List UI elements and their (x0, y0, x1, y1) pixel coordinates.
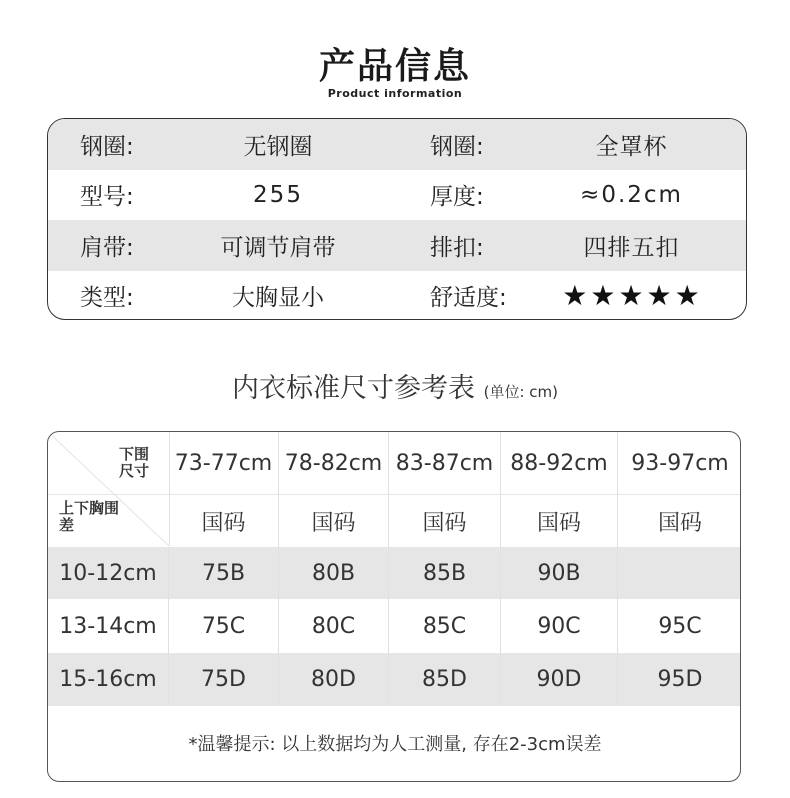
info-row-1 (48, 119, 746, 170)
size-cell: 75C (169, 599, 279, 653)
row-header: 10-12cm (48, 547, 169, 599)
row-header: 15-16cm (48, 653, 169, 706)
page-title: 产品信息 (318, 46, 471, 87)
corner-label-bust-diff: 上下胸围差 (59, 499, 120, 534)
info-label: 钢圈: (430, 133, 484, 160)
corner-label-underbust: 下围尺寸 (119, 445, 150, 480)
size-chart-table (47, 431, 741, 782)
info-row-3 (48, 220, 746, 271)
info-label: 型号: (80, 184, 134, 211)
page-subtitle: Product information (327, 87, 463, 100)
column-header: 93-97cm (631, 450, 729, 476)
info-label: 钢圈: (80, 133, 134, 160)
table-row (48, 653, 741, 706)
column-header: 73-77cm (169, 432, 279, 494)
row-header: 13-14cm (48, 599, 169, 653)
star-icon: ★ (562, 278, 589, 312)
subheader-spacer (48, 495, 169, 547)
subheader-cell: 国码 (501, 495, 618, 547)
size-cell: 75D (169, 653, 279, 706)
size-cell: 90C (501, 599, 618, 653)
size-cell: 80D (279, 653, 389, 706)
star-icon: ★ (590, 278, 617, 312)
star-icon: ★ (618, 278, 645, 312)
size-chart-title (0, 366, 790, 405)
subheader-cell: 国码 (279, 495, 389, 547)
star-icon: ★ (646, 278, 673, 312)
info-label: 排扣: (430, 234, 484, 261)
info-row-2 (48, 170, 746, 221)
size-cell (618, 547, 741, 599)
star-icon: ★ (674, 278, 701, 312)
size-cell: 90B (501, 547, 618, 599)
info-value: 全罩杯 (595, 133, 668, 160)
table-row (48, 599, 741, 653)
size-cell: 85D (389, 653, 501, 706)
product-info-table (47, 118, 747, 320)
info-label: 厚度: (430, 184, 484, 211)
size-subheader-row (48, 494, 741, 547)
column-header: 83-87cm (389, 432, 501, 494)
subheader-cell: 国码 (657, 510, 702, 536)
column-header: 78-82cm (279, 432, 389, 494)
size-cell: 85C (389, 599, 501, 653)
info-value: 大胸显小 (232, 285, 324, 312)
info-label: 肩带: (80, 234, 134, 261)
table-row (48, 547, 741, 599)
size-header-row (48, 432, 741, 494)
column-header: 88-92cm (501, 432, 618, 494)
subheader-cell: 国码 (389, 495, 501, 547)
info-row-4 (48, 271, 746, 321)
info-label: 舒适度: (430, 285, 507, 312)
comfort-rating (518, 278, 745, 312)
info-value: ≈0.2cm (580, 181, 683, 208)
size-cell: 95D (657, 667, 703, 692)
info-value: 255 (253, 181, 303, 208)
size-cell: 80C (279, 599, 389, 653)
star-rating (518, 278, 745, 312)
size-cell: 80B (279, 547, 389, 599)
info-value: 可调节肩带 (220, 234, 336, 261)
size-cell: 90D (501, 653, 618, 706)
size-chart-heading: 内衣标准尺寸参考表 (232, 373, 475, 404)
info-label: 类型: (80, 285, 134, 312)
size-chart-unit: (单位: cm) (483, 383, 558, 401)
size-cell: 85B (389, 547, 501, 599)
header-spacer (48, 432, 169, 494)
info-value: 无钢圈 (243, 133, 313, 160)
measurement-note: *温馨提示: 以上数据均为人工测量, 存在2-3cm误差 (188, 734, 602, 755)
info-value: 四排五扣 (583, 234, 680, 261)
size-cell: 95C (658, 613, 702, 639)
subheader-cell: 国码 (169, 495, 279, 547)
size-cell: 75B (169, 547, 279, 599)
